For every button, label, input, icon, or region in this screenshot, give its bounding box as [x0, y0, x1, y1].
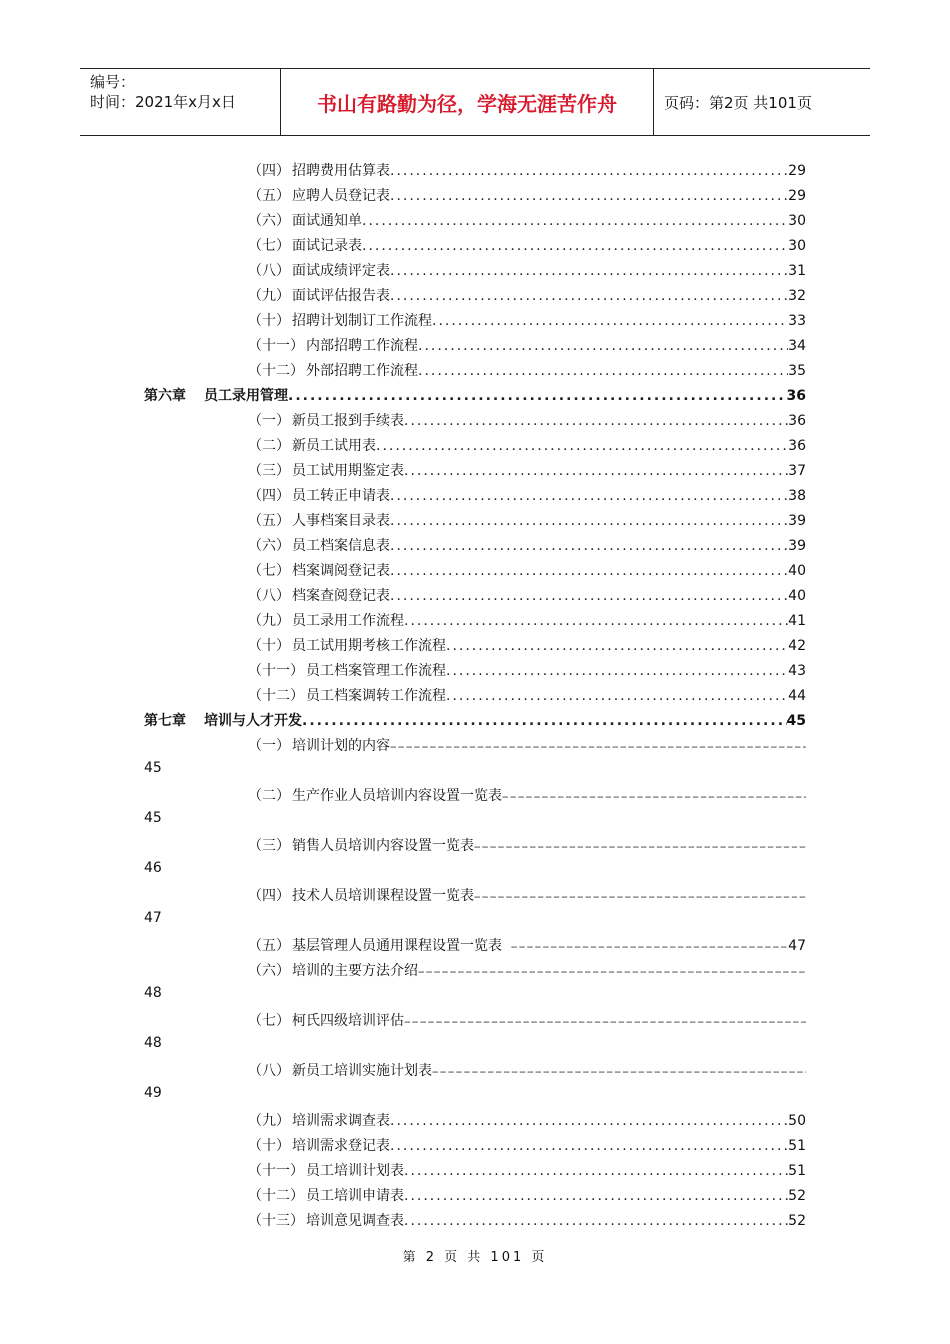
toc-entry-page: 38 [788, 488, 806, 504]
toc-entry-title: 培训计划的内容 [292, 738, 390, 754]
toc-entry-title: 档案查阅登记表 [292, 588, 390, 604]
toc-entry-title: 新员工报到手续表 [292, 413, 404, 429]
toc-chapter-title: 培训与人才开发 [204, 713, 302, 729]
toc-entry[interactable] [248, 210, 806, 232]
toc-entry-title: 员工培训计划表 [306, 1163, 404, 1179]
toc-entry-page: 47 [788, 938, 806, 954]
toc-entry[interactable] [248, 535, 806, 557]
toc-entry[interactable] [248, 1135, 806, 1157]
toc-entry-page: 48 [144, 985, 162, 1001]
toc-entry-number: （五） [248, 938, 290, 954]
toc-entry-title: 员工档案管理工作流程 [306, 663, 446, 679]
toc-entry-title: 培训的主要方法介绍 [292, 963, 418, 979]
toc-entry-title: 培训需求调查表 [292, 1113, 390, 1129]
toc-entry-page: 45 [144, 810, 162, 826]
toc-entry[interactable] [248, 485, 806, 507]
toc-entry[interactable] [248, 435, 806, 457]
toc-entry-title: 面试评估报告表 [292, 288, 390, 304]
toc-entry-page: 44 [788, 688, 806, 704]
toc-entry-number: （五） [248, 188, 290, 204]
toc-chapter-number: 第七章 [144, 713, 186, 729]
toc-entry-number: （十二） [248, 688, 304, 704]
toc-entry-page: 32 [788, 288, 806, 304]
toc-entry[interactable] [248, 1185, 806, 1207]
toc-entry-page: 35 [788, 363, 806, 379]
toc-entry-page: 41 [788, 613, 806, 629]
toc-entry-title: 基层管理人员通用课程设置一览表 [292, 938, 502, 954]
toc-entry-number: （十） [248, 638, 290, 654]
toc-entry-number: （九） [248, 613, 290, 629]
toc-entry-page: 52 [788, 1188, 806, 1204]
toc-entry[interactable] [248, 410, 806, 432]
toc-chapter-page: 45 [786, 713, 806, 729]
page-header [80, 68, 870, 136]
toc-entry-number: （六） [248, 538, 290, 554]
toc-entry-page: 29 [788, 188, 806, 204]
toc-chapter-number: 第六章 [144, 388, 186, 404]
toc-entry-page: 42 [788, 638, 806, 654]
toc-entry-title: 生产作业人员培训内容设置一览表 [292, 788, 502, 804]
toc-entry-number: （十） [248, 313, 290, 329]
toc-entry-title: 员工档案调转工作流程 [306, 688, 446, 704]
toc-entry-title: 面试通知单 [292, 213, 362, 229]
header-page-info: 页码：第2页 共101页 [664, 93, 812, 112]
toc-entry-number: （二） [248, 788, 290, 804]
page-footer: 第 2 页 共 101 页 [402, 1250, 548, 1265]
toc-entry[interactable] [248, 835, 806, 857]
toc-entry[interactable] [248, 1210, 806, 1232]
toc-entry-title: 应聘人员登记表 [292, 188, 390, 204]
toc-entry-page: 29 [788, 163, 806, 179]
toc-entry-title: 员工试用期鉴定表 [292, 463, 404, 479]
toc-entry-number: （九） [248, 1113, 290, 1129]
toc-entry-number: （一） [248, 413, 290, 429]
toc-entry-title: 培训需求登记表 [292, 1138, 390, 1154]
toc-entry-page: 51 [788, 1163, 806, 1179]
toc-entry-number: （三） [248, 838, 290, 854]
toc-entry-page: 46 [144, 860, 162, 876]
toc-entry-page: 40 [788, 588, 806, 604]
toc-entry-number: （十二） [248, 1188, 304, 1204]
toc-entry-number: （八） [248, 588, 290, 604]
toc-entry-page: 30 [788, 213, 806, 229]
toc-entry-page: 36 [788, 413, 806, 429]
toc-entry-number: （十一） [248, 338, 304, 354]
toc-entry-page: 51 [788, 1138, 806, 1154]
toc-entry-page: 45 [144, 760, 162, 776]
time-label: 时间：2021年x月x日 [90, 93, 236, 111]
toc-entry-title: 招聘费用估算表 [292, 163, 390, 179]
toc-entry[interactable] [248, 1160, 806, 1182]
toc-entry[interactable] [248, 160, 806, 182]
toc-entry-page: 36 [788, 438, 806, 454]
toc-entry[interactable] [248, 685, 806, 707]
toc-entry-page: 43 [788, 663, 806, 679]
toc-entry[interactable] [248, 1110, 806, 1132]
toc-entry[interactable] [248, 785, 806, 807]
toc-entry-title: 面试记录表 [292, 238, 362, 254]
toc-entry-number: （四） [248, 488, 290, 504]
toc-entry-title: 员工档案信息表 [292, 538, 390, 554]
toc-entry-number: （八） [248, 1063, 290, 1079]
toc-entry-title: 档案调阅登记表 [292, 563, 390, 579]
toc-entry-title: 招聘计划制订工作流程 [292, 313, 432, 329]
toc-entry-title: 内部招聘工作流程 [306, 338, 418, 354]
toc-entry-page: 37 [788, 463, 806, 479]
toc-entry-page: 30 [788, 238, 806, 254]
toc-entry-page: 52 [788, 1213, 806, 1229]
toc-entry-title: 培训意见调查表 [306, 1213, 404, 1229]
toc-entry[interactable] [248, 185, 806, 207]
toc-entry-number: （四） [248, 163, 290, 179]
toc-entry-number: （十） [248, 1138, 290, 1154]
toc-entry-page: 39 [788, 513, 806, 529]
toc-entry[interactable] [248, 885, 806, 907]
toc-entry-title: 员工培训申请表 [306, 1188, 404, 1204]
toc-entry[interactable] [248, 310, 806, 332]
toc-chapter-6[interactable] [144, 385, 806, 407]
toc-entry-title: 柯氏四级培训评估 [292, 1013, 404, 1029]
toc-entry[interactable] [248, 585, 806, 607]
toc-chapter-title: 员工录用管理 [204, 388, 288, 404]
toc-entry-number: （七） [248, 1013, 290, 1029]
toc-entry-title: 技术人员培训课程设置一览表 [292, 888, 474, 904]
toc-entry-number: （十二） [248, 363, 304, 379]
toc-entry-number: （十一） [248, 1163, 304, 1179]
toc-entry[interactable] [248, 660, 806, 682]
toc-entry[interactable] [248, 460, 806, 482]
toc-entry[interactable] [248, 335, 806, 357]
toc-entry-number: （二） [248, 438, 290, 454]
toc-entry[interactable] [248, 235, 806, 257]
toc-entry[interactable] [248, 1010, 806, 1032]
toc-entry-number: （四） [248, 888, 290, 904]
toc-entry-title: 面试成绩评定表 [292, 263, 390, 279]
toc-entry[interactable] [248, 260, 806, 282]
toc-entry[interactable] [248, 935, 806, 957]
toc-entry-number: （六） [248, 963, 290, 979]
toc-entry[interactable] [248, 360, 806, 382]
toc-entry-number: （一） [248, 738, 290, 754]
toc-entry-number: （十一） [248, 663, 304, 679]
toc-entry-page: 48 [144, 1035, 162, 1051]
toc-entry-number: （七） [248, 238, 290, 254]
toc-entry-number: （八） [248, 263, 290, 279]
toc-entry[interactable] [248, 1060, 806, 1082]
toc-entry[interactable] [248, 285, 806, 307]
toc-entry-number: （六） [248, 213, 290, 229]
toc-entry[interactable] [248, 610, 806, 632]
header-meta [80, 69, 281, 135]
toc-entry-title: 新员工培训实施计划表 [292, 1063, 432, 1079]
toc-entry[interactable] [248, 960, 806, 982]
toc-entry-page: 34 [788, 338, 806, 354]
toc-entry-number: （五） [248, 513, 290, 529]
toc-entry[interactable] [248, 560, 806, 582]
toc-entry-page: 39 [788, 538, 806, 554]
toc-entry-page: 49 [144, 1085, 162, 1101]
toc-entry-title: 销售人员培训内容设置一览表 [292, 838, 474, 854]
toc-entry-page: 40 [788, 563, 806, 579]
toc-chapter-7[interactable] [144, 710, 806, 732]
header-motto: 书山有路勤为径，学海无涯苦作舟 [281, 69, 654, 135]
toc-entry-title: 员工试用期考核工作流程 [292, 638, 446, 654]
toc-entry-title: 新员工试用表 [292, 438, 376, 454]
toc-entry-title: 员工转正申请表 [292, 488, 390, 504]
toc-entry-number: （九） [248, 288, 290, 304]
code-label: 编号： [90, 73, 136, 91]
toc-entry-number: （十三） [248, 1213, 304, 1229]
toc-entry[interactable] [248, 510, 806, 532]
toc-entry-page: 33 [788, 313, 806, 329]
toc-entry-page: 47 [144, 910, 162, 926]
toc-entry[interactable] [248, 635, 806, 657]
toc-entry-number: （三） [248, 463, 290, 479]
toc-chapter-page: 36 [786, 388, 806, 404]
toc-entry[interactable] [248, 735, 806, 757]
toc-entry-number: （七） [248, 563, 290, 579]
toc-entry-page: 50 [788, 1113, 806, 1129]
toc-entry-page: 31 [788, 263, 806, 279]
toc-entry-title: 外部招聘工作流程 [306, 363, 418, 379]
toc-entry-title: 员工录用工作流程 [292, 613, 404, 629]
toc-entry-title: 人事档案目录表 [292, 513, 390, 529]
